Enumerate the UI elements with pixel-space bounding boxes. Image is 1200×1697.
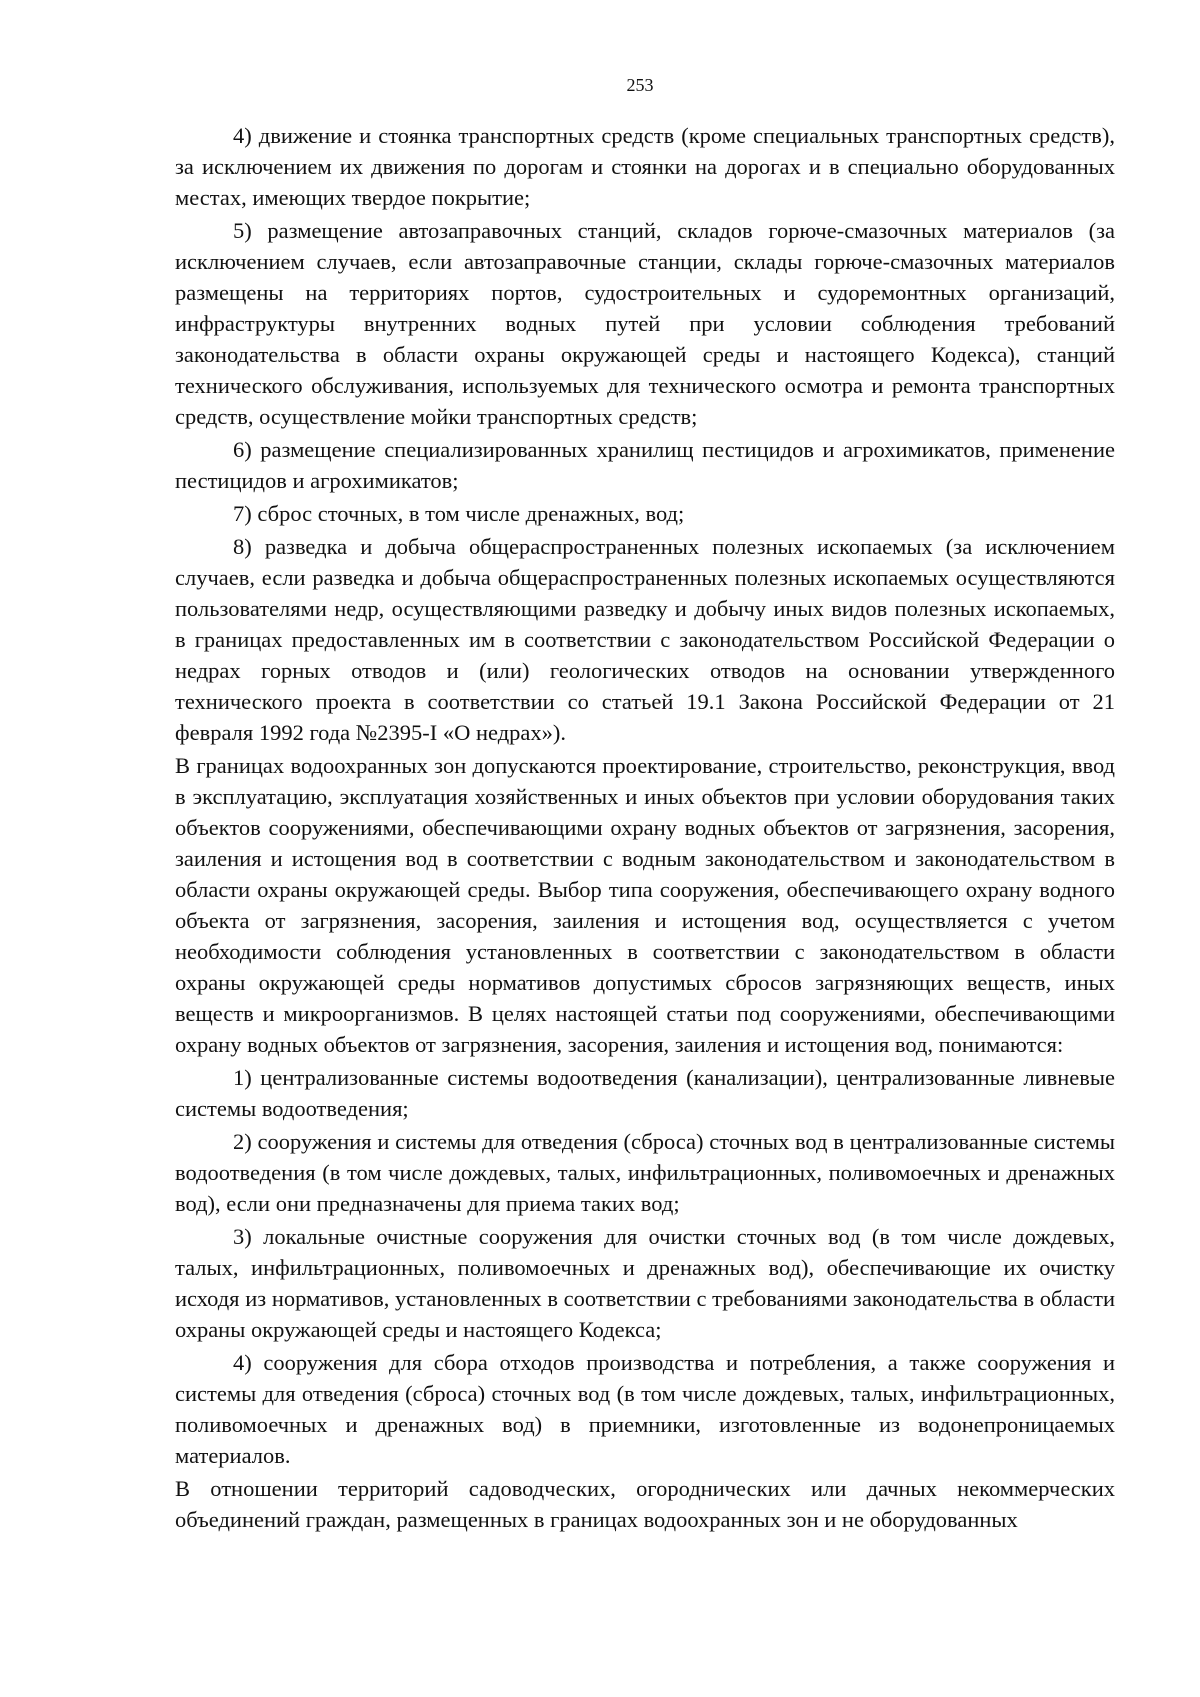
paragraph-item-5: 5) размещение автозаправочных станций, складов горюче-смазочных материалов (за исключением случаев, если автозаправочные станции, склады горюче-смазочных материалов размещены на территориях портов, судостроительных и судоремонтных организаций, инфраструктуры внутренних водных путей при условии соблюдения требований законодательства в области охраны окружающей среды и настоящего Кодекса), станций технического обслуживания, используемых для технического осмотра и ремонта транспортных средств, осуществление мойки транспортных средств;	[175, 218, 1115, 429]
paragraph-water-protection-zones: В границах водоохранных зон допускаются проектирование, строительство, реконструкция, ввод в эксплуатацию, эксплуатация хозяйственных и иных объектов при условии оборудования таких объектов сооружениями, обеспечивающими охрану водных объектов от загрязнения, засорения, заиления и истощения вод в соответствии с водным законодательством и законодательством в области охраны окружающей среды. Выбор типа сооружения, обеспечивающего охрану водного объекта от загрязнения, засорения, заиления и истощения вод, осуществляется с учетом необходимости соблюдения установленных в соответствии с законодательством в области охраны окружающей среды нормативов допустимых сбросов загрязняющих веществ, иных веществ и микроорганизмов. В целях настоящей статьи под сооружениями, обеспечивающими охрану водных объектов от загрязнения, засорения, заиления и истощения вод, понимаются:	[175, 753, 1115, 1057]
paragraph-item-4: 4) движение и стоянка транспортных средств (кроме специальных транспортных средств), за исключением их движения по дорогам и стоянки на дорогах и в специально оборудованных местах, имеющих твердое покрытие;	[175, 123, 1115, 210]
paragraph-structure-2: 2) сооружения и системы для отведения (сброса) сточных вод в централизованные системы водоотведения (в том числе дождевых, талых, инфильтрационных, поливомоечных и дренажных вод), если они предназначены для приема таких вод;	[175, 1129, 1115, 1216]
page-number: 253	[626, 75, 654, 95]
paragraph-item-6: 6) размещение специализированных хранилищ пестицидов и агрохимикатов, применение пестицидов и агрохимикатов;	[175, 437, 1115, 493]
paragraph-gardening-territories: В отношении территорий садоводческих, огороднических или дачных некоммерческих объединений граждан, размещенных в границах водоохранных зон и не оборудованных	[175, 1476, 1115, 1532]
document-body	[175, 120, 1115, 1535]
paragraph-structure-3: 3) локальные очистные сооружения для очистки сточных вод (в том числе дождевых, талых, инфильтрационных, поливомоечных и дренажных вод), обеспечивающие их очистку исходя из нормативов, установленных в соответствии с требованиями законодательства в области охраны окружающей среды и настоящего Кодекса;	[175, 1224, 1115, 1342]
paragraph-item-7: 7) сброс сточных, в том числе дренажных, вод;	[233, 501, 685, 526]
paragraph-item-8: 8) разведка и добыча общераспространенных полезных ископаемых (за исключением случаев, если разведка и добыча общераспространенных полезных ископаемых осуществляются пользователями недр, осуществляющими разведку и добычу иных видов полезных ископаемых, в границах предоставленных им в соответствии с законодательством Российской Федерации о недрах горных отводов и (или) геологических отводов на основании утвержденного технического проекта в соответствии со статьей 19.1 Закона Российской Федерации от 21 февраля 1992 года №2395-I «О недрах»).	[175, 534, 1115, 745]
paragraph-structure-1: 1) централизованные системы водоотведения (канализации), централизованные ливневые системы водоотведения;	[175, 1065, 1115, 1121]
paragraph-structure-4: 4) сооружения для сбора отходов производства и потребления, а также сооружения и системы для отведения (сброса) сточных вод (в том числе дождевых, талых, инфильтрационных, поливомоечных и дренажных вод) в приемники, изготовленные из водонепроницаемых материалов.	[175, 1350, 1115, 1468]
